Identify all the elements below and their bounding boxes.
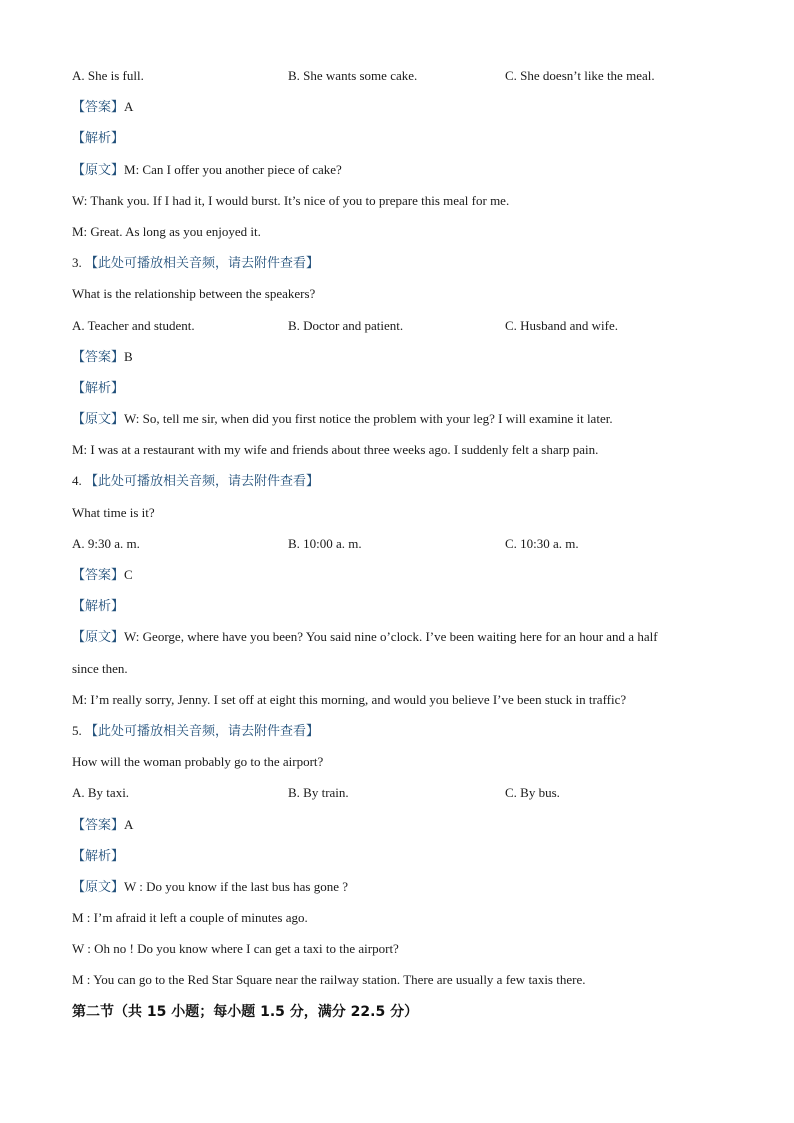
q3-script-line: M: I was at a restaurant with my wife and friends about three weeks ago. I suddenly felt a sharp pain. <box>72 442 599 458</box>
q5-header <box>72 721 732 752</box>
q5-answer <box>72 815 732 846</box>
q3-options <box>72 316 732 347</box>
q2-script-line: M: Great. As long as you enjoyed it. <box>72 223 261 239</box>
script-text: W: George, where have you been? You said nine o’clock. I’ve been waiting here for an hour and a half <box>124 629 658 645</box>
script-tag: 【原文】 <box>72 630 125 646</box>
q4-analysis <box>72 596 732 627</box>
q3-option-b: B. Doctor and patient. <box>288 317 404 333</box>
q4-script-line <box>72 627 732 658</box>
q5-option-b: B. By train. <box>288 785 349 801</box>
q5-options <box>72 783 732 814</box>
answer-value: A <box>124 99 134 115</box>
answer-tag: 【答案】 <box>72 349 125 365</box>
q5-question: How will the woman probably go to the airport? <box>72 754 324 770</box>
q3-question: What is the relationship between the speakers? <box>72 286 316 302</box>
answer-value: A <box>124 816 134 832</box>
answer-tag: 【答案】 <box>72 100 125 116</box>
audio-note: 【此处可播放相关音频，请去附件查看】 <box>85 256 320 272</box>
section-heading: 第二节（共 15 小题；每小题 1.5 分，满分 22.5 分） <box>72 1003 419 1020</box>
q4-question: What time is it? <box>72 504 155 520</box>
q3-option-a: A. Teacher and student. <box>72 317 195 333</box>
q4-option-b: B. 10:00 a. m. <box>288 535 362 551</box>
audio-note: 【此处可播放相关音频，请去附件查看】 <box>85 723 320 739</box>
q4-answer <box>72 565 732 596</box>
q5-analysis <box>72 846 732 877</box>
q5-option-c: C. By bus. <box>505 785 560 801</box>
question-number: 4. <box>72 473 82 489</box>
q2-script-line <box>72 160 732 191</box>
q5-script-line: W : Oh no ! Do you know where I can get a taxi to the airport? <box>72 941 399 957</box>
q2-option-c: C. She doesn’t like the meal. <box>505 68 655 83</box>
q4-option-c: C. 10:30 a. m. <box>505 535 579 551</box>
q4-options <box>72 534 732 565</box>
q4-header <box>72 471 732 502</box>
q4-script-line: since then. <box>72 660 128 676</box>
answer-tag: 【答案】 <box>72 568 125 583</box>
q4-script-line: M: I’m really sorry, Jenny. I set off at eight this morning, and would you believe I’ve been stuck in traffic? <box>72 691 627 707</box>
q5-script-line: M : You can go to the Red Star Square near the railway station. There are usually a few taxis there. <box>72 972 586 988</box>
analysis-tag: 【解析】 <box>72 380 125 396</box>
q3-analysis <box>72 378 732 409</box>
analysis-tag: 【解析】 <box>72 848 125 864</box>
script-text: W: So, tell me sir, when did you first notice the problem with your leg? I will examine it later. <box>124 411 613 427</box>
q5-script-line: M : I’m afraid it left a couple of minutes ago. <box>72 910 308 926</box>
script-tag: 【原文】 <box>72 162 125 178</box>
answer-tag: 【答案】 <box>72 817 125 833</box>
q2-option-a: A. She is full. <box>72 68 144 83</box>
q3-answer <box>72 347 732 378</box>
q2-option-b: B. She wants some cake. <box>288 68 418 83</box>
q4-option-a: A. 9:30 a. m. <box>72 535 140 551</box>
script-tag: 【原文】 <box>72 412 125 428</box>
q3-script-line <box>72 409 732 440</box>
q5-option-a: A. By taxi. <box>72 785 130 801</box>
q2-script-line: W: Thank you. If I had it, I would burst. It’s nice of you to prepare this meal for me. <box>72 192 510 208</box>
audio-note: 【此处可播放相关音频，请去附件查看】 <box>85 474 320 490</box>
q3-option-c: C. Husband and wife. <box>505 317 619 333</box>
question-number: 5. <box>72 722 82 738</box>
q2-answer <box>72 97 732 128</box>
q2-analysis <box>72 128 732 159</box>
script-text: W : Do you know if the last bus has gone ? <box>124 878 348 894</box>
q3-header <box>72 253 732 284</box>
script-tag: 【原文】 <box>72 879 125 895</box>
script-text: M: Can I offer you another piece of cake? <box>124 161 342 177</box>
answer-value: B <box>124 348 133 364</box>
q5-script-line <box>72 877 732 908</box>
analysis-tag: 【解析】 <box>72 599 125 615</box>
q2-options <box>72 66 732 97</box>
document-page <box>72 66 732 1033</box>
question-number: 3. <box>72 255 82 271</box>
analysis-tag: 【解析】 <box>72 131 125 147</box>
answer-value: C <box>124 567 133 582</box>
